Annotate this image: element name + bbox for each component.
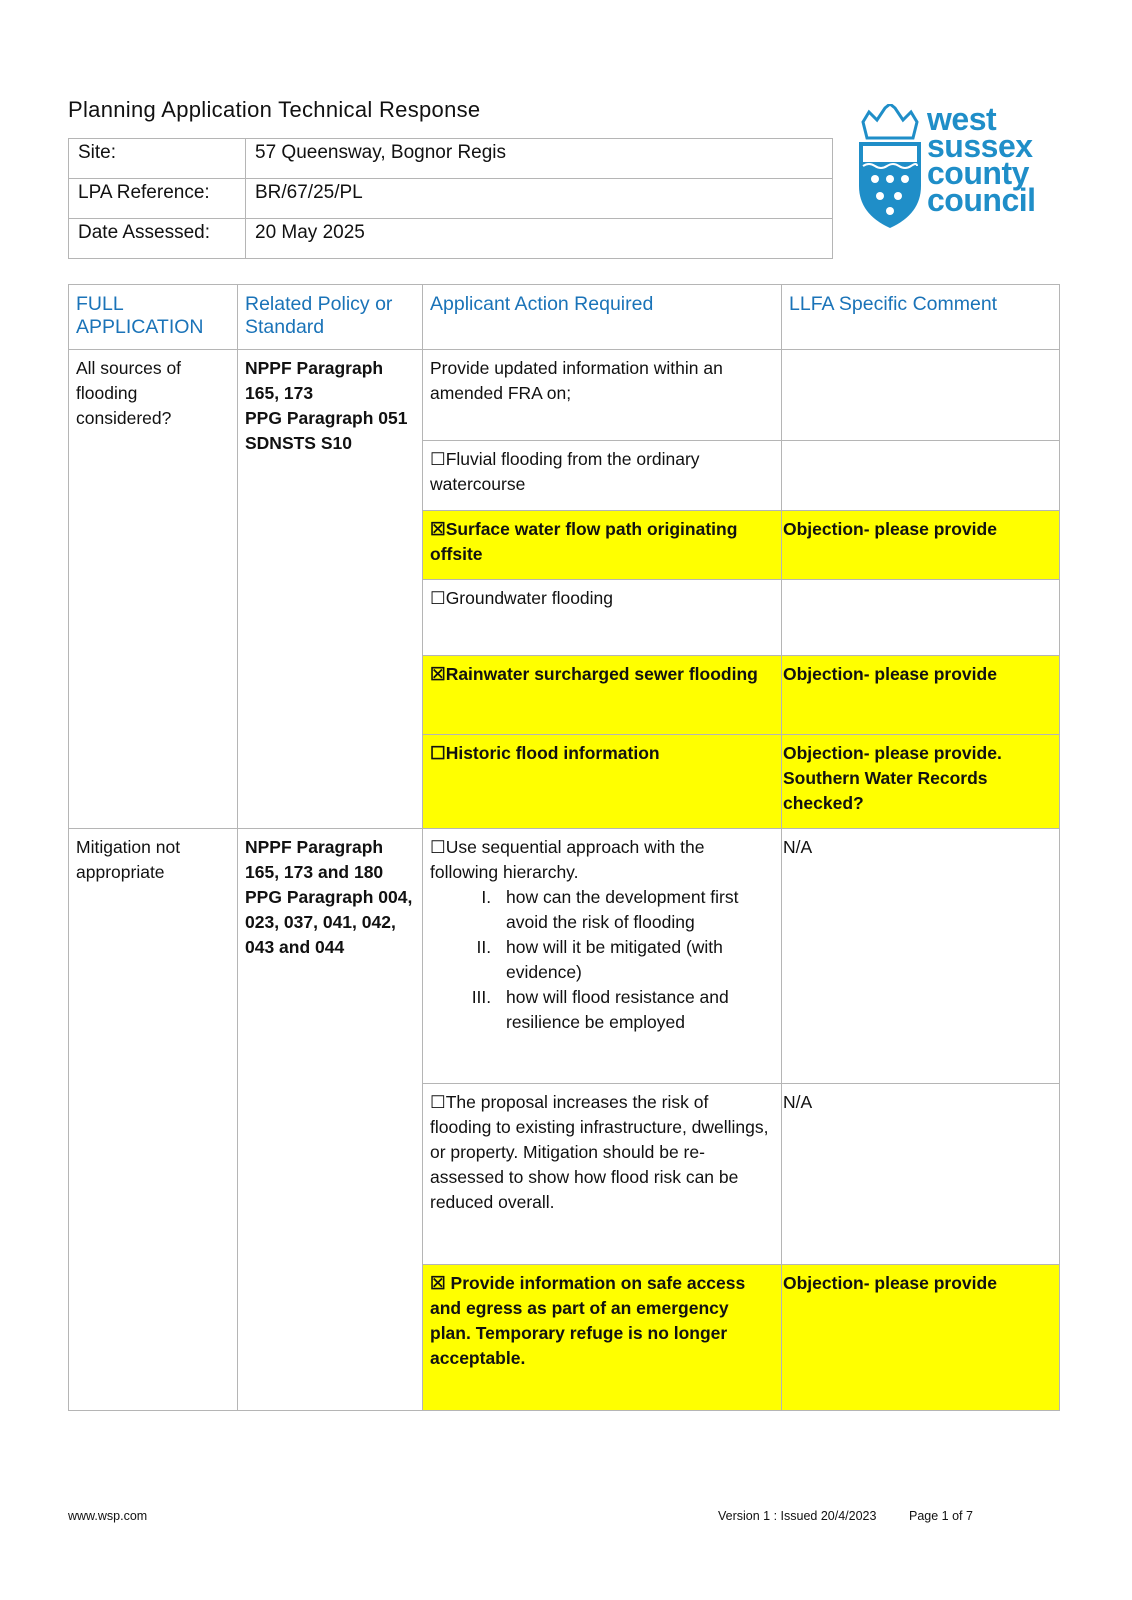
- list-item: III. how will flood resistance and resilience be employed: [496, 985, 774, 1035]
- topic-cell: Mitigation not appropriate: [69, 829, 238, 1411]
- hierarchy-list: [430, 885, 774, 1035]
- comment-cell: [782, 580, 1060, 656]
- column-header: Related Policy or Standard: [238, 285, 423, 350]
- action-cell: ☐Historic flood information: [423, 735, 782, 829]
- topic-cell: All sources of flooding considered?: [69, 350, 238, 829]
- table-row: [69, 179, 833, 219]
- comment-cell: Objection- please provide: [782, 511, 1060, 580]
- header-row: [69, 285, 1060, 350]
- lpa-reference-label: LPA Reference:: [69, 179, 246, 219]
- wscc-logo: [855, 101, 1055, 234]
- action-cell: ☐Groundwater flooding: [423, 580, 782, 656]
- comment-cell: Objection- please provide: [782, 1265, 1060, 1411]
- footer-page-number: Page 1 of 7: [909, 1509, 973, 1523]
- list-item: II. how will it be mitigated (with evidence): [496, 935, 774, 985]
- assessment-table: [68, 284, 1060, 1411]
- comment-cell: Objection- please provide. Southern Water Records checked?: [782, 735, 1060, 829]
- date-assessed-label: Date Assessed:: [69, 219, 246, 259]
- site-label: Site:: [69, 139, 246, 179]
- comment-cell: N/A: [782, 829, 1060, 1084]
- column-header: FULL APPLICATION: [69, 285, 238, 350]
- action-cell: ☒Rainwater surcharged sewer flooding: [423, 656, 782, 735]
- table-row: [69, 350, 1060, 441]
- table-row: [69, 139, 833, 179]
- date-assessed-value: 20 May 2025: [246, 219, 833, 259]
- comment-cell: N/A: [782, 1084, 1060, 1265]
- policy-cell: NPPF Paragraph 165, 173 PPG Paragraph 051 SDNSTS S10: [238, 350, 423, 829]
- comment-cell: [782, 441, 1060, 511]
- column-header: Applicant Action Required: [423, 285, 782, 350]
- logo-text: council: [927, 182, 1036, 218]
- action-cell: ☐Fluvial flooding from the ordinary watercourse: [423, 441, 782, 511]
- list-item: I. how can the development first avoid the risk of flooding: [496, 885, 774, 935]
- comment-cell: Objection- please provide: [782, 656, 1060, 735]
- action-cell: Provide updated information within an amended FRA on;: [423, 350, 782, 441]
- footer-version: Version 1 : Issued 20/4/2023: [718, 1509, 877, 1523]
- page-title: Planning Application Technical Response: [68, 97, 481, 122]
- action-cell: ☒Surface water flow path originating offsite: [423, 511, 782, 580]
- action-cell: ☒ Provide information on safe access and egress as part of an emergency plan. Temporary refuge is no longer acceptable.: [423, 1265, 782, 1411]
- site-info-table: [68, 138, 833, 259]
- footer-website: www.wsp.com: [68, 1509, 148, 1523]
- logo-text: county: [927, 155, 1029, 191]
- action-cell: [423, 829, 782, 1084]
- policy-cell: NPPF Paragraph 165, 173 and 180 PPG Paragraph 004, 023, 037, 041, 042, 043 and 044: [238, 829, 423, 1411]
- table-row: [69, 219, 833, 259]
- logo-text: west: [927, 101, 997, 137]
- column-header: LLFA Specific Comment: [782, 285, 1060, 350]
- logo-text: sussex: [927, 128, 1033, 164]
- crest-icon: [855, 104, 925, 234]
- action-cell: ☐The proposal increases the risk of flooding to existing infrastructure, dwellings, or property. Mitigation should be re-assessed to show how flood risk can be reduced overall.: [423, 1084, 782, 1265]
- lpa-reference-value: BR/67/25/PL: [246, 179, 833, 219]
- comment-cell: [782, 350, 1060, 441]
- table-row: [69, 829, 1060, 1084]
- site-value: 57 Queensway, Bognor Regis: [246, 139, 833, 179]
- action-text: ☐Use sequential approach with the following hierarchy.: [430, 837, 705, 882]
